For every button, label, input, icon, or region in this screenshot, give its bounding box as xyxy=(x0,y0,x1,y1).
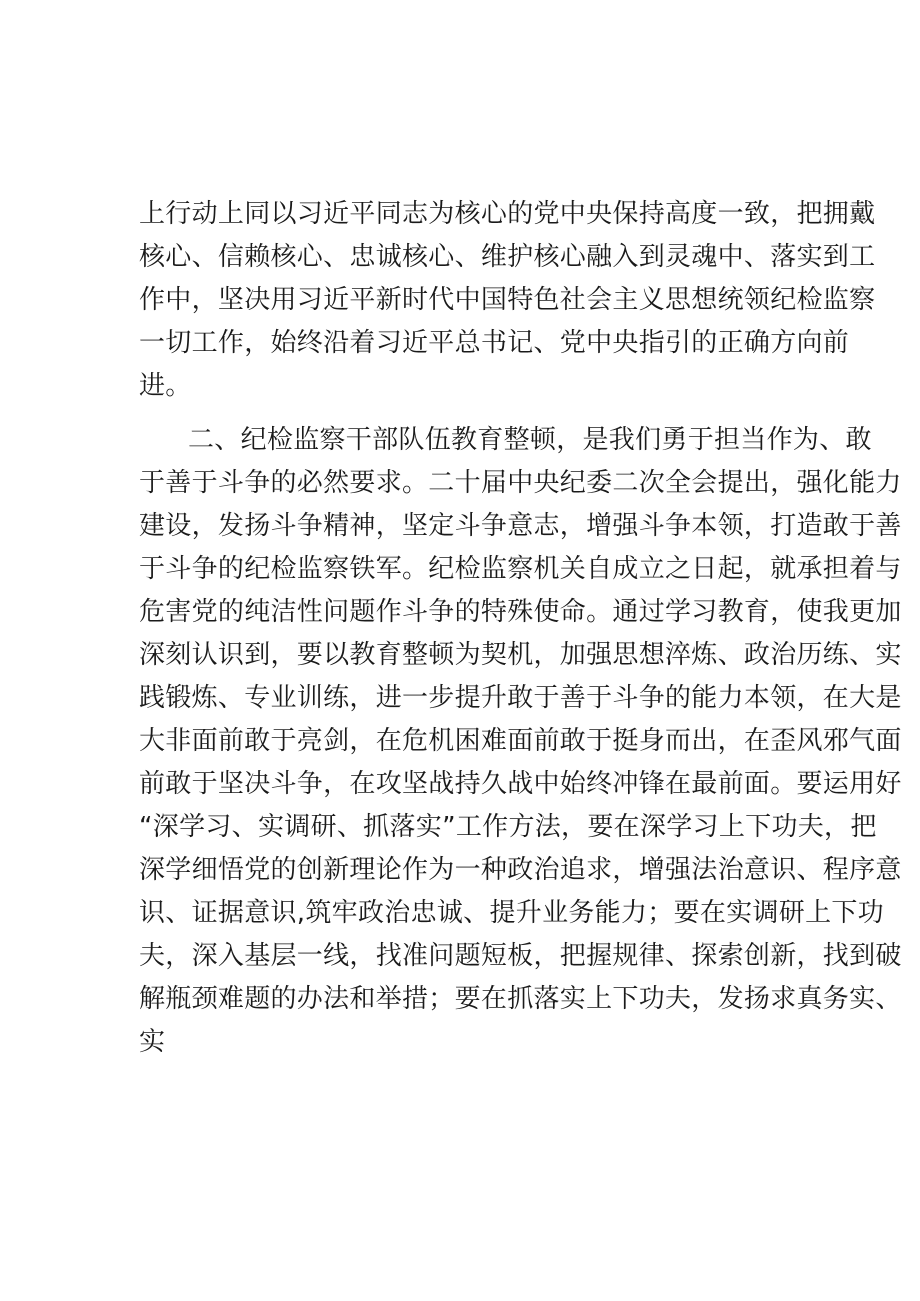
paragraph-1-line: 上行动上同以习近平同志为核心的党中央保持高度一致，把拥戴 xyxy=(139,199,876,229)
paragraph-1-line: 核心、信赖核心、忠诚核心、维护核心融入到灵魂中、落实到工 xyxy=(139,242,876,272)
paragraph-2-line: “深学习、实调研、抓落实”工作方法，要在深学习上下功夫，把 xyxy=(139,812,877,842)
paragraph-1-line: 一切工作，始终沿着习近平总书记、党中央指引的正确方向前 xyxy=(139,328,850,358)
paragraph-2-line: 大非面前敢于亮剑，在危机困难面前敢于挺身而出，在歪风邪气面 xyxy=(139,726,902,756)
paragraph-2-line: 于斗争的纪检监察铁军。纪检监察机关自成立之日起，就承担着与 xyxy=(139,554,902,584)
paragraph-2-line: 危害党的纯洁性问题作斗争的特殊使命。通过学习教育，使我更加 xyxy=(139,597,902,627)
paragraph-2-line: 践锻炼、专业训练，进一步提升敢于善于斗争的能力本领，在大是 xyxy=(139,683,902,713)
paragraph-2-line: 夫，深入基层一线，找准问题短板，把握规律、探索创新，找到破 xyxy=(139,941,902,971)
paragraph-2-line: 实 xyxy=(139,1027,166,1057)
paragraph-1-line: 进。 xyxy=(139,371,192,401)
paragraph-2-line: 深学细悟党的创新理论作为一种政治追求，增强法治意识、程序意 xyxy=(139,855,902,885)
paragraph-2-line: 建设，发扬斗争精神，坚定斗争意志，增强斗争本领，打造敢于善 xyxy=(139,511,902,541)
paragraph-2-line: 二、纪检监察干部队伍教育整顿，是我们勇于担当作为、敢 xyxy=(188,425,872,455)
paragraph-2-line: 于善于斗争的必然要求。二十届中央纪委二次全会提出，强化能力 xyxy=(139,468,902,498)
paragraph-2-line: 解瓶颈难题的办法和举措；要在抓落实上下功夫，发扬求真务实、 xyxy=(139,984,902,1014)
paragraph-2-line: 前敢于坚决斗争，在攻坚战持久战中始终冲锋在最前面。要运用好 xyxy=(139,769,902,799)
paragraph-1-line: 作中，坚决用习近平新时代中国特色社会主义思想统领纪检监察 xyxy=(139,285,876,315)
paragraph-2-line: 识、证据意识,筑牢政治忠诚、提升业务能力；要在实调研上下功 xyxy=(139,898,884,928)
paragraph-2-line: 深刻认识到，要以教育整顿为契机，加强思想淬炼、政治历练、实 xyxy=(139,640,902,670)
